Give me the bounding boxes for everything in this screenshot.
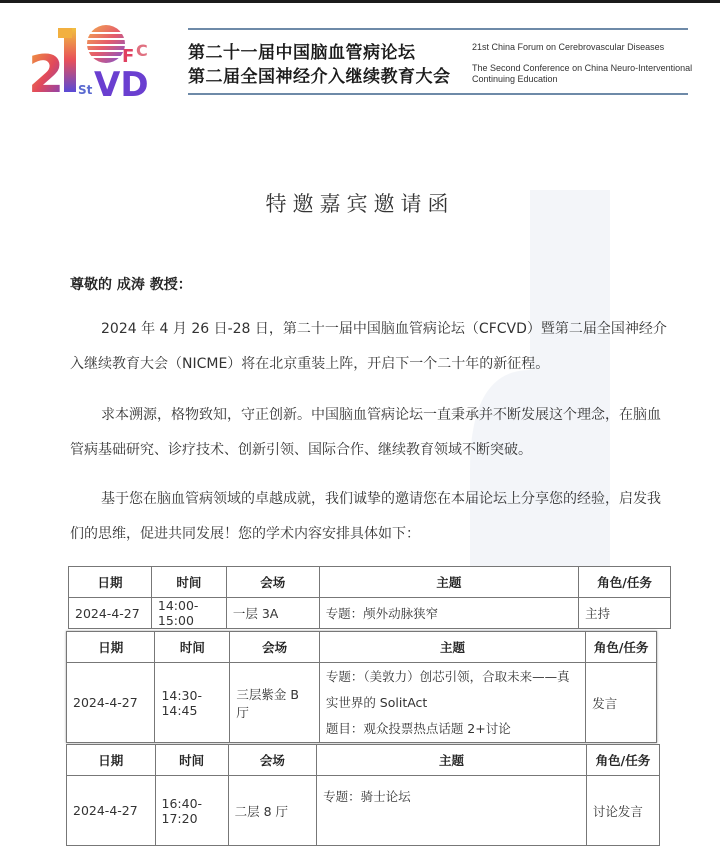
paragraph-3: 基于您在脑血管病领域的卓越成就，我们诚挚的邀请您在本届论坛上分享您的经验，启发我们的思维，促进共同发展！您的学术内容安排具体如下： [70,491,661,542]
paragraph-1: 2024 年 4 月 26 日-28 日，第二十一届中国脑血管病论坛（CFCVD）暨第二届全国神经介入继续教育大会（NICME）将在北京重装上阵，开启下一个二十年的新征程。 [70,321,667,372]
header-rule-bottom [188,93,688,95]
header-en-title-2 [472,63,692,85]
cell-role: 讨论发言 [586,776,659,846]
header-role: 角色/任务 [586,745,659,776]
header-role: 角色/任务 [586,632,657,663]
cell-date: 2024-4-27 [69,598,152,629]
header-rule-top [188,28,688,30]
greeting: 尊敬的 成涛 教授： [70,277,192,293]
header-venue: 会场 [226,567,319,598]
cell-role: 发言 [586,663,657,743]
svg-text:F: F [122,46,135,67]
top-edge-bar [0,0,720,3]
svg-text:C: C [136,41,148,60]
cell-time: 14:30-14:45 [155,663,230,743]
cell-date: 2024-4-27 [67,776,156,846]
table-row [67,663,657,743]
cell-time: 14:00-15:00 [151,598,226,629]
header-topic: 主题 [317,745,587,776]
cell-venue: 一层 3A [226,598,319,629]
topic-line: 题目：观众投票热点话题 2+讨论 [325,720,511,736]
header-date: 日期 [69,567,152,598]
header-cn-title-1: 第二十一届中国脑血管病论坛 [188,43,416,63]
header-cn-title-2: 第二届全国神经介入继续教育大会 [188,67,451,87]
header-role: 角色/任务 [579,567,671,598]
conference-logo [26,22,171,102]
svg-text:St: St [78,83,93,97]
header-en-title-2b: Continuing Education [472,74,558,84]
header-time: 时间 [151,567,226,598]
cell-role: 主持 [579,598,671,629]
table-header-row [69,567,671,598]
cell-topic [317,776,587,846]
schedule-table-3 [66,744,660,846]
svg-text:2: 2 [28,45,65,102]
header-time: 时间 [155,632,230,663]
svg-text:VD: VD [94,65,149,102]
cell-date: 2024-4-27 [67,663,155,743]
header-date: 日期 [67,745,156,776]
header-venue: 会场 [230,632,319,663]
paragraph-2: 求本溯源，格物致知，守正创新。中国脑血管病论坛一直秉承并不断发展这个理念，在脑血管病基础研究、诊疗技术、创新引领、国际合作、继续教育领域不断突破。 [70,407,661,458]
table-header-row [67,745,660,776]
cell-topic [319,663,585,743]
schedule-table-1 [68,566,671,629]
header-date: 日期 [67,632,155,663]
document-title: 特邀嘉宾邀请函 [265,192,455,216]
schedule-table-2 [66,631,657,743]
table-header-row [67,632,657,663]
table-row [67,776,660,846]
topic-line: 专题：骑士论坛 [323,789,411,804]
cell-topic: 专题：颅外动脉狭窄 [319,598,578,629]
topic-line: 专题：（美敦力）创芯引领，合取未来——真实世界的 SolitAct [325,668,570,710]
cell-venue: 三层紫金 B 厅 [230,663,319,743]
table-row [69,598,671,629]
header-en-title-1: 21st China Forum on Cerebrovascular Diseases [472,42,665,52]
cell-venue: 二层 8 厅 [228,776,317,846]
header-topic: 主题 [319,632,585,663]
header-venue: 会场 [228,745,317,776]
header-en-title-2a: The Second Conference on China Neuro-Interventional [472,63,693,73]
cell-time: 16:40-17:20 [155,776,228,846]
header-topic: 主题 [319,567,578,598]
header-time: 时间 [155,745,228,776]
